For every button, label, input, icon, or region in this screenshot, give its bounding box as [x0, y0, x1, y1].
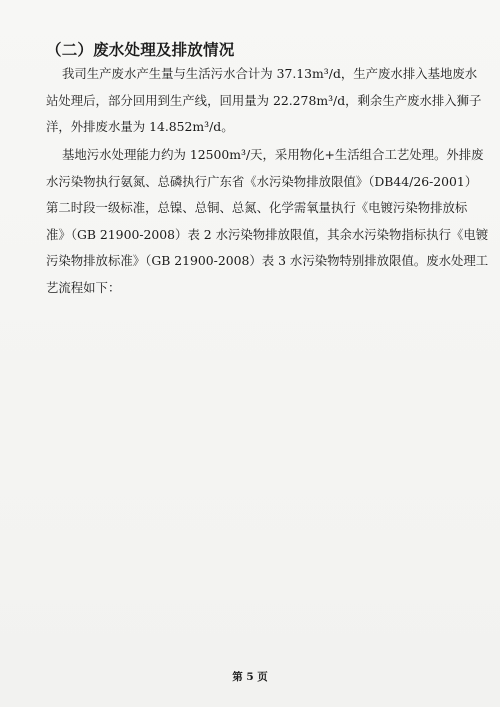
paragraph-line: 水污染物执行氨氮、总磷执行广东省《水污染物排放限值》（DB44/26-2001）	[46, 173, 478, 189]
paragraph-line: 基地污水处理能力约为 12500m³/天，采用物化+生活组合工艺处理。外排废	[62, 147, 484, 162]
paragraph-wastewater-volume	[46, 61, 482, 141]
section-heading: （二）废水处理及排放情况	[46, 41, 235, 59]
paragraph-line: 我司生产废水产生量与生活污水合计为 37.13m³/d，生产废水排入基地废水	[62, 66, 478, 81]
page-number: 第 5 页	[232, 671, 268, 683]
paragraph-line: 污染物排放标准》（GB 21900-2008）表 3 水污染物特别排放限值。废水处理工	[46, 253, 489, 268]
paragraph-line: 艺流程如下：	[46, 279, 121, 295]
paragraph-line: 站处理后，部分回用到生产线，回用量为 22.278m³/d，剩余生产废水排入狮子	[46, 92, 482, 108]
paragraph-treatment-standards	[46, 142, 489, 301]
paragraph-line: 洋，外排废水量为 14.852m³/d。	[46, 119, 234, 134]
paragraph-line: 准》（GB 21900-2008）表 2 水污染物排放限值，其余水污染物指标执行《电镀	[46, 226, 489, 242]
paragraph-line: 第二时段一级标准，总镍、总铜、总氮、化学需氧量执行《电镀污染物排放标	[46, 200, 468, 215]
